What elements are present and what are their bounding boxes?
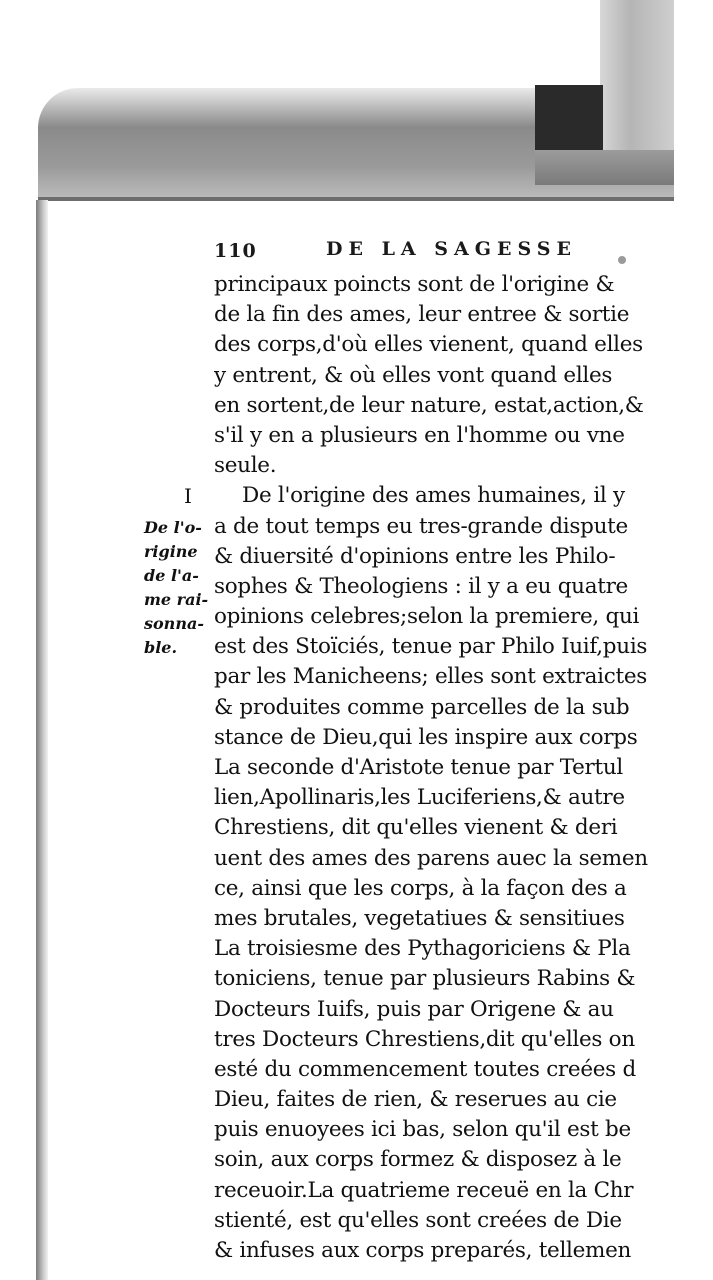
page-left-edge [36,200,48,1280]
text-line: a de tout temps eu tres-grande dispute [214,513,628,539]
text-line: puis enuoyees ici bas, selon qu'il est be [214,1117,631,1143]
text-line: Chrestiens, dit qu'elles vienent & deri [214,815,618,841]
text-line: Dieu, faites de rien, & reserues au cie [214,1087,617,1113]
text-line: principaux poincts sont de l'origine & [214,272,615,297]
text-line: y entrent, & où elles vont quand elles [214,362,613,388]
text-line: ce, ainsi que les corps, à la façon des a [214,875,627,901]
margin-note-line: sonna- [144,614,204,633]
text-line: stienté, est qu'elles sont creées de Die [214,1207,622,1233]
text-line: est des Stoïciés, tenue par Philo Iuif,puis [214,634,648,660]
margin-note-line: de l'a- [144,566,199,585]
text-line: stance de Dieu,qui les inspire aux corps [214,724,638,750]
text-line: opinions celebres;selon la premiere, qui [214,604,640,630]
margin-note-line: ble. [144,638,178,657]
text-line: toniciens, tenue par plusieurs Rabins & [214,966,636,992]
text-line: & diuersité d'opinions entre les Philo- [214,543,616,569]
margin-note-line: rigine [144,542,198,561]
text-line: De l'origine des ames humaines, il y [242,483,625,509]
text-line: soin, aux corps formez & disposez à le [214,1147,622,1173]
clamp-shadow [535,85,603,155]
text-line: Docteurs Iuifs, puis par Origene & au [214,996,614,1022]
text-line: uent des ames des parens auec la semen [214,845,648,871]
page-number: 110 [214,240,257,262]
margin-note-line: me rai- [144,590,209,609]
text-line: tres Docteurs Chrestiens,dit qu'elles on [214,1026,635,1052]
text-line: & infuses aux corps preparés, tellemen [214,1238,632,1263]
text-line: en sortent,de leur nature, estat,action,& [214,392,644,418]
text-line: des corps,d'où elles vienent, quand elles [214,332,643,358]
text-line: mes brutales, vegetatiues & sensitiues [214,905,625,931]
text-line: & produites comme parcelles de la sub [214,694,630,720]
running-head: DE LA SAGESSE [326,238,577,260]
text-line: esté du commencement toutes creées d [214,1056,636,1082]
text-line: de la fin des ames, leur entree & sortie [214,302,630,328]
margin-note [144,516,210,660]
text-line: lien,Apollinaris,les Luciferiens,& autre [214,785,625,811]
section-number: I [184,484,192,508]
page-right-cutoff [674,0,713,1280]
text-line: La seconde d'Aristote tenue par Tertul [214,755,623,780]
text-line: La troisiesme des Pythagoriciens & Pla [214,936,631,962]
body-text [214,270,674,1266]
text-line: seule. [214,453,277,479]
page-top-edge [38,197,674,201]
ink-spot [618,256,626,264]
text-line: receuoir.La quatrieme receuë en la Chr [214,1177,634,1203]
page-header [214,234,674,268]
clamp-base [535,150,675,185]
text-line: par les Manicheens; elles sont extraictes [214,664,647,690]
text-line: sophes & Theologiens : il y a eu quatre [214,573,628,599]
margin-note-line: De l'o- [144,518,202,537]
text-line: s'il y en a plusieurs en l'homme ou vne [214,422,625,448]
